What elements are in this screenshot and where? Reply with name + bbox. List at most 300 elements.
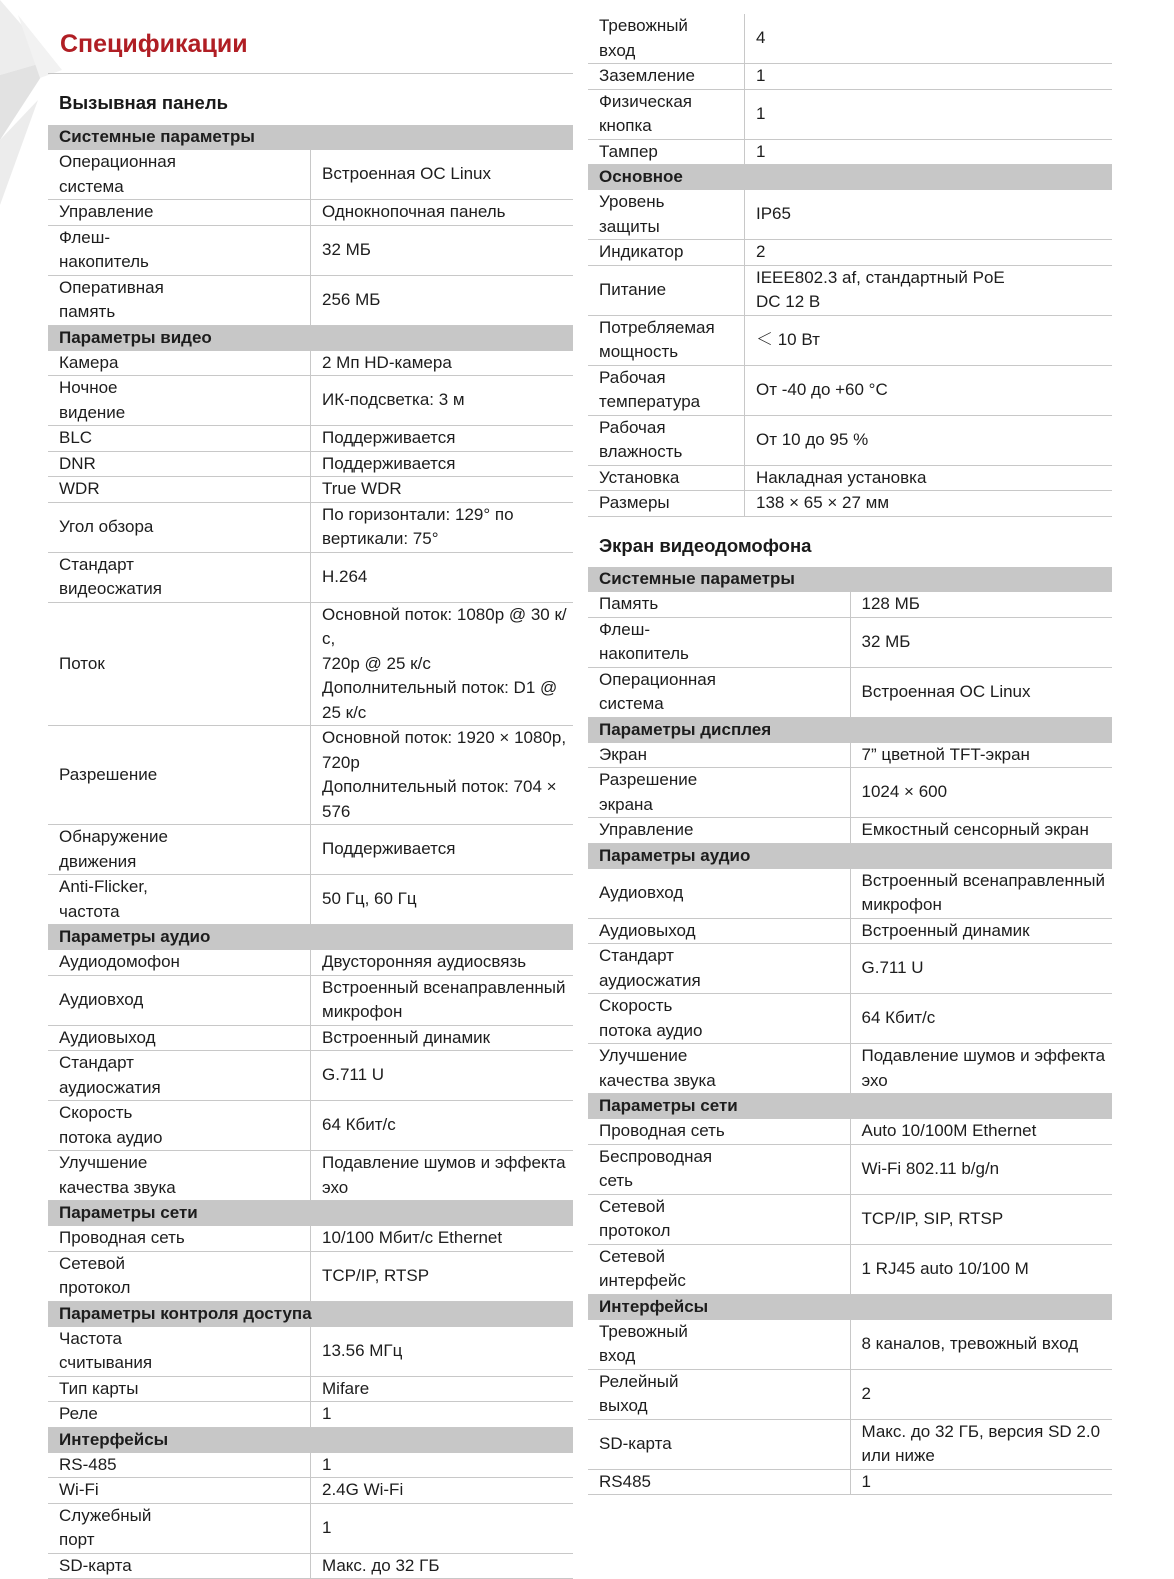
spec-value <box>311 1101 574 1151</box>
spec-value-line: Подавление шумов и эффекта эхо <box>322 1153 566 1197</box>
spec-key-line: Стандарт <box>599 946 674 965</box>
spec-key <box>588 592 850 618</box>
spec-key-line: Экран <box>599 744 647 764</box>
group-header-row <box>48 125 573 150</box>
spec-value <box>311 1326 574 1376</box>
group-header-row <box>48 1201 573 1226</box>
spec-value-line: микрофон <box>322 1002 403 1021</box>
group-header: Параметры аудио <box>48 925 573 950</box>
spec-value-line: Встроенный всенаправленный <box>861 870 1105 890</box>
spec-value-line: 1 <box>322 1454 332 1474</box>
spec-key-line: Беспроводная <box>599 1146 713 1166</box>
spec-value <box>745 240 1113 266</box>
spec-value-line: 32 МБ <box>861 631 911 651</box>
spec-value <box>850 1319 1112 1369</box>
spec-key <box>588 944 850 994</box>
spec-key-line: Камера <box>59 352 119 372</box>
spec-row <box>588 1319 1112 1369</box>
spec-row <box>588 14 1112 64</box>
spec-key-line: Потребляемая <box>599 317 715 337</box>
spec-key <box>588 918 850 944</box>
spec-value <box>745 415 1113 465</box>
spec-key <box>588 994 850 1044</box>
group-header-row <box>588 165 1112 190</box>
spec-row <box>588 1419 1112 1469</box>
spec-key-line: качества звука <box>59 1177 176 1197</box>
spec-key-line: система <box>599 694 664 713</box>
spec-key <box>588 1144 850 1194</box>
spec-row <box>588 1119 1112 1145</box>
spec-value <box>311 1402 574 1428</box>
group-header: Параметры дисплея <box>588 717 1112 742</box>
spec-row <box>588 592 1112 618</box>
spec-value-line: Встроенная ОС Linux <box>861 681 1031 701</box>
spec-key <box>48 602 311 726</box>
group-header: Основное <box>588 165 1112 190</box>
spec-value <box>850 868 1112 918</box>
spec-value <box>745 265 1113 315</box>
spec-row <box>48 1452 573 1478</box>
spec-value-line: Основной поток: 1080p @ 30 к/с, <box>322 604 567 648</box>
spec-value <box>311 1025 574 1051</box>
spec-key-line: Индикатор <box>599 242 684 261</box>
spec-value <box>745 139 1113 165</box>
spec-value-line: 1 <box>756 103 766 123</box>
spec-key <box>588 1194 850 1244</box>
spec-key-line: защиты <box>599 216 660 236</box>
spec-key <box>588 617 850 667</box>
group-header: Интерфейсы <box>48 1427 573 1452</box>
spec-key <box>588 64 745 90</box>
spec-key-line: Уровень <box>599 192 665 211</box>
spec-value <box>311 1051 574 1101</box>
group-header-row <box>588 717 1112 742</box>
spec-key-line: экрана <box>599 794 653 814</box>
spec-value-line: 256 МБ <box>322 289 381 309</box>
spec-key <box>48 376 311 426</box>
spec-row <box>588 89 1112 139</box>
spec-row <box>588 365 1112 415</box>
spec-value-line: 4 <box>756 28 766 48</box>
spec-row <box>588 944 1112 994</box>
spec-value-line: TCP/IP, RTSP <box>322 1265 430 1285</box>
spec-value <box>311 1553 574 1579</box>
spec-key-line: Оперативная <box>59 277 164 297</box>
spec-key-line: Разрешение <box>599 770 698 789</box>
spec-key <box>48 1151 311 1201</box>
spec-key-line: Частота <box>59 1328 123 1348</box>
spec-value-line: Поддерживается <box>322 453 456 473</box>
monitor-spec-table <box>588 567 1112 1495</box>
spec-value <box>850 944 1112 994</box>
spec-key-line: Тип карты <box>59 1378 139 1398</box>
spec-row <box>48 950 573 976</box>
spec-row <box>48 1251 573 1301</box>
spec-row <box>48 1101 573 1151</box>
spec-value-line: Дополнительный поток: 704 × 576 <box>322 777 557 821</box>
spec-key <box>48 726 311 825</box>
spec-value-line: Встроенный динамик <box>861 920 1030 940</box>
spec-row <box>48 376 573 426</box>
spec-value-line: TCP/IP, SIP, RTSP <box>861 1208 1004 1228</box>
spec-value <box>311 150 574 200</box>
call-panel-spec-table-continued <box>588 14 1112 517</box>
spec-key-line: вход <box>599 1346 636 1365</box>
spec-key <box>588 1119 850 1145</box>
spec-key-line: Проводная сеть <box>59 1228 185 1247</box>
spec-key-line: Поток <box>59 653 105 673</box>
spec-key-line: Реле <box>59 1404 98 1423</box>
spec-value-line: G.711 U <box>861 958 924 978</box>
spec-key <box>588 491 745 517</box>
spec-key <box>48 1376 311 1402</box>
group-header: Системные параметры <box>48 125 573 150</box>
spec-key-line: видеосжатия <box>59 579 162 598</box>
spec-key-line: протокол <box>59 1278 131 1297</box>
spec-key-line: SD-карта <box>59 1555 132 1575</box>
spec-value <box>850 667 1112 717</box>
page-title: Спецификации <box>60 30 248 58</box>
spec-value-line: Подавление шумов и эффекта эхо <box>861 1046 1106 1090</box>
spec-value-line: 720p @ 25 к/с <box>322 653 431 673</box>
spec-value <box>311 502 574 552</box>
spec-value <box>311 726 574 825</box>
spec-key-line: Проводная сеть <box>599 1121 725 1140</box>
spec-value <box>311 1151 574 1201</box>
group-header: Системные параметры <box>588 567 1112 592</box>
spec-row <box>588 918 1112 944</box>
spec-value-line: Дополнительный поток: D1 @ 25 к/с <box>322 678 558 722</box>
spec-value-line: 1 <box>756 141 766 161</box>
spec-value <box>850 768 1112 818</box>
spec-key-line: качества звука <box>599 1070 716 1090</box>
spec-key <box>588 742 850 768</box>
spec-key-line: Размеры <box>599 493 670 512</box>
spec-key <box>588 465 745 491</box>
spec-key-line: Релейный <box>599 1371 679 1391</box>
spec-key-line: Физическая <box>599 91 692 111</box>
spec-value-line: Wi-Fi 802.11 b/g/n <box>861 1158 1000 1178</box>
spec-key-line: Аудиовход <box>59 989 144 1009</box>
spec-key-line: Стандарт <box>59 554 134 574</box>
spec-value <box>745 190 1113 240</box>
spec-row <box>48 225 573 275</box>
spec-key <box>48 1051 311 1101</box>
spec-row <box>588 1044 1112 1094</box>
spec-value-line: 1 <box>756 66 766 85</box>
spec-value <box>311 1478 574 1504</box>
spec-key <box>48 1025 311 1051</box>
group-header-row <box>588 843 1112 868</box>
spec-key-line: WDR <box>59 479 100 498</box>
spec-value-line: Двусторонняя аудиосвязь <box>322 952 527 971</box>
spec-key <box>48 875 311 925</box>
spec-key-line: Стандарт <box>59 1053 134 1072</box>
spec-key <box>588 667 850 717</box>
spec-value <box>311 1452 574 1478</box>
spec-key-line: накопитель <box>599 644 689 663</box>
spec-value <box>745 315 1113 365</box>
spec-value-line: Макс. до 32 ГБ, версия SD 2.0 или ниже <box>861 1421 1101 1465</box>
spec-key-line: вход <box>599 40 636 60</box>
spec-value-line: IEEE802.3 af, стандартный PoE <box>756 267 1005 287</box>
spec-value-line: IP65 <box>756 204 791 224</box>
spec-value-line: Встроенный динамик <box>322 1027 491 1047</box>
spec-key-line: SD-карта <box>599 1433 672 1453</box>
spec-key-line: BLC <box>59 428 93 447</box>
spec-row <box>48 426 573 452</box>
group-header-row <box>48 1427 573 1452</box>
spec-value <box>311 950 574 976</box>
spec-row <box>588 768 1112 818</box>
spec-key <box>588 868 850 918</box>
spec-value-line: Поддерживается <box>322 839 456 859</box>
spec-key-line: DNR <box>59 453 96 473</box>
spec-row <box>588 617 1112 667</box>
spec-value-line: Встроенная ОС Linux <box>322 164 492 184</box>
spec-key <box>588 89 745 139</box>
spec-value <box>311 552 574 602</box>
spec-row <box>48 825 573 875</box>
spec-key <box>48 1251 311 1301</box>
spec-key <box>48 1503 311 1553</box>
spec-row <box>48 350 573 376</box>
spec-value <box>745 465 1113 491</box>
spec-key <box>48 975 311 1025</box>
spec-value <box>311 1251 574 1301</box>
spec-key-line: Операционная <box>599 669 716 689</box>
spec-value <box>311 1503 574 1553</box>
spec-key-line: кнопка <box>599 116 652 135</box>
spec-value-line: 128 МБ <box>861 594 920 613</box>
spec-key <box>588 415 745 465</box>
spec-key-line: Аудиовыход <box>59 1027 156 1047</box>
spec-row <box>48 1503 573 1553</box>
spec-key-line: Управление <box>59 202 154 221</box>
spec-key-line: мощность <box>599 342 679 361</box>
spec-value-line: 64 Кбит/с <box>861 1008 936 1028</box>
spec-value-line: микрофон <box>861 895 942 914</box>
spec-value-line: Накладная установка <box>756 467 927 487</box>
spec-value <box>850 592 1112 618</box>
spec-value <box>850 1194 1112 1244</box>
spec-key-line: Память <box>599 594 659 613</box>
spec-key-line: Угол обзора <box>59 516 154 536</box>
spec-value-line: 64 Кбит/с <box>322 1115 396 1135</box>
spec-key <box>48 950 311 976</box>
spec-key-line: Заземление <box>599 66 695 85</box>
spec-key <box>588 768 850 818</box>
spec-value-line: Емкостный сенсорный экран <box>861 820 1089 839</box>
spec-key <box>48 1101 311 1151</box>
spec-value-line: 50 Гц, 60 Гц <box>322 889 417 909</box>
spec-value-line: 8 каналов, тревожный вход <box>861 1333 1079 1353</box>
spec-key-line: Флеш- <box>599 619 651 639</box>
spec-key <box>48 1326 311 1376</box>
spec-key-line: Питание <box>599 279 667 299</box>
spec-key-line: видение <box>59 402 126 422</box>
spec-key-line: Разрешение <box>59 764 158 784</box>
spec-key-line: Операционная <box>59 152 176 171</box>
spec-value-line: Auto 10/100M Ethernet <box>861 1121 1037 1140</box>
spec-key-line: система <box>59 176 124 196</box>
spec-value <box>311 1376 574 1402</box>
spec-row <box>588 1244 1112 1294</box>
group-header: Параметры сети <box>48 1201 573 1226</box>
spec-key-line: память <box>59 302 116 321</box>
spec-row <box>48 602 573 726</box>
spec-key-line: движения <box>59 851 137 871</box>
spec-key-line: Аудиодомофон <box>59 952 180 971</box>
spec-key <box>48 350 311 376</box>
spec-key <box>48 150 311 200</box>
section-title-monitor: Экран видеодомофона <box>599 535 812 556</box>
spec-row <box>48 975 573 1025</box>
spec-key <box>48 200 311 226</box>
group-header-row <box>48 1301 573 1326</box>
spec-key-line: Улучшение <box>59 1153 148 1172</box>
spec-key-line: RS485 <box>599 1471 651 1491</box>
spec-key <box>588 265 745 315</box>
spec-key-line: Сетевой <box>599 1196 666 1216</box>
spec-value-line: 2 <box>861 1383 871 1403</box>
group-header-row <box>48 925 573 950</box>
group-header-row <box>48 325 573 350</box>
spec-value <box>745 64 1113 90</box>
spec-key-line: Wi-Fi <box>59 1480 99 1499</box>
spec-value <box>850 1419 1112 1469</box>
spec-key <box>48 426 311 452</box>
spec-value <box>850 818 1112 844</box>
spec-row <box>48 1051 573 1101</box>
spec-row <box>588 465 1112 491</box>
spec-key-line: сеть <box>599 1171 634 1190</box>
spec-value <box>745 491 1113 517</box>
spec-key-line: выход <box>599 1396 648 1415</box>
spec-value <box>311 200 574 226</box>
title-divider <box>48 73 573 74</box>
spec-key <box>588 1469 850 1495</box>
group-header: Параметры контроля доступа <box>48 1301 573 1326</box>
spec-key <box>48 1478 311 1504</box>
spec-value-line: Основной поток: 1920 × 1080p, 720p <box>322 728 567 772</box>
call-panel-spec-table <box>48 125 573 1579</box>
spec-value-line: От 10 до 95 % <box>756 429 869 449</box>
spec-key-line: Улучшение <box>599 1046 688 1065</box>
spec-row <box>48 275 573 325</box>
spec-key <box>588 365 745 415</box>
spec-key <box>48 1226 311 1252</box>
spec-key-line: Ночное <box>59 378 118 397</box>
spec-row <box>48 451 573 477</box>
spec-value <box>850 1469 1112 1495</box>
spec-row <box>48 200 573 226</box>
spec-key <box>48 1553 311 1579</box>
spec-value-line: DC 12 В <box>756 292 821 311</box>
spec-value <box>311 1226 574 1252</box>
spec-row <box>48 1025 573 1051</box>
spec-value-line: True WDR <box>322 479 402 498</box>
spec-key <box>588 1244 850 1294</box>
spec-row <box>588 139 1112 165</box>
spec-value-line: ＜ 10 Вт <box>756 329 820 349</box>
spec-value-line: H.264 <box>322 566 368 586</box>
spec-value <box>850 1369 1112 1419</box>
spec-row <box>48 1478 573 1504</box>
spec-key-line: накопитель <box>59 252 149 271</box>
spec-key-line: Управление <box>599 820 694 839</box>
spec-key <box>588 1369 850 1419</box>
spec-key-line: Тревожный <box>599 1321 688 1341</box>
spec-row <box>588 1469 1112 1495</box>
spec-row <box>588 994 1112 1044</box>
spec-value-line: G.711 U <box>322 1065 385 1085</box>
spec-key <box>588 139 745 165</box>
group-header: Интерфейсы <box>588 1294 1112 1319</box>
spec-value-line: 10/100 Мбит/с Ethernet <box>322 1228 503 1247</box>
spec-key <box>588 14 745 64</box>
spec-row <box>48 726 573 825</box>
spec-row <box>588 265 1112 315</box>
spec-key <box>48 451 311 477</box>
spec-key-line: потока аудио <box>599 1020 703 1040</box>
spec-row <box>48 1553 573 1579</box>
spec-key <box>48 1402 311 1428</box>
spec-key <box>48 477 311 503</box>
spec-value <box>850 994 1112 1044</box>
spec-value-line: 32 МБ <box>322 239 371 259</box>
spec-value-line: Макс. до 32 ГБ <box>322 1555 440 1575</box>
spec-row <box>48 502 573 552</box>
spec-row <box>588 64 1112 90</box>
spec-value <box>311 275 574 325</box>
group-header: Параметры аудио <box>588 843 1112 868</box>
spec-value <box>745 365 1113 415</box>
spec-value-line: По горизонтали: 129° по вертикали: 75° <box>322 504 514 548</box>
spec-key <box>48 825 311 875</box>
spec-value <box>850 918 1112 944</box>
spec-key <box>48 225 311 275</box>
spec-row <box>588 315 1112 365</box>
spec-row <box>48 1151 573 1201</box>
spec-key-line: Рабочая <box>599 367 666 387</box>
spec-value <box>745 14 1113 64</box>
spec-value <box>311 825 574 875</box>
spec-key-line: Сетевой <box>599 1246 666 1266</box>
spec-row <box>588 868 1112 918</box>
spec-key <box>588 190 745 240</box>
spec-value-line: 1 <box>861 1471 871 1491</box>
spec-key-line: Скорость <box>599 996 673 1015</box>
spec-key <box>588 1419 850 1469</box>
spec-key <box>48 275 311 325</box>
spec-key-line: Сетевой <box>59 1253 126 1273</box>
spec-key-line: Установка <box>599 467 680 487</box>
group-header: Параметры видео <box>48 325 573 350</box>
spec-key-line: частота <box>59 901 120 921</box>
spec-key <box>588 315 745 365</box>
spec-value <box>311 451 574 477</box>
spec-row <box>588 742 1112 768</box>
section-title-call-panel: Вызывная панель <box>59 92 228 113</box>
spec-value-line: 7” цветной TFT-экран <box>861 744 1030 764</box>
spec-key-line: Обнаружение <box>59 827 168 846</box>
spec-key <box>588 240 745 266</box>
spec-key-line: Служебный <box>59 1505 152 1525</box>
spec-row <box>48 1326 573 1376</box>
spec-value-line: 1 <box>322 1517 332 1537</box>
spec-key-line: Тампер <box>599 141 658 161</box>
